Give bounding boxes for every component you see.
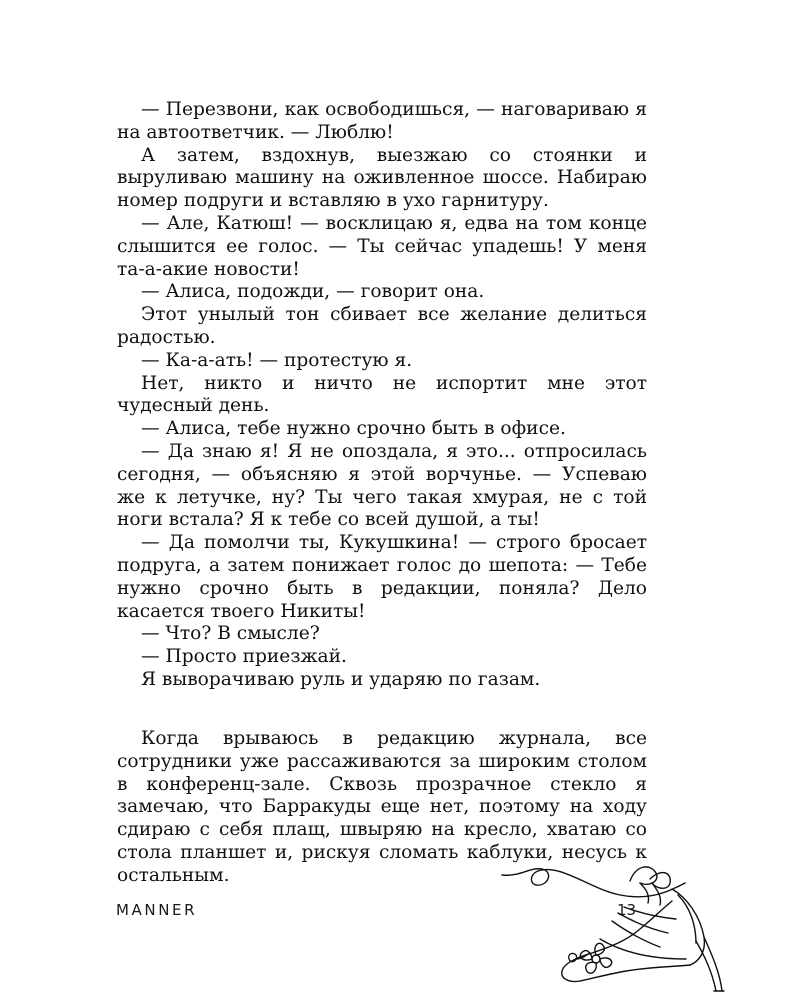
footer-brand: MANNER (116, 901, 198, 919)
paragraph: — Ка-а-ать! — протестую я. (141, 349, 413, 371)
paragraph: Я выворачиваю руль и ударяю по газам. (141, 668, 541, 690)
paragraph: Когда врываюсь в редакцию журнала, все сотрудники уже рассаживаются за широким столом в конференц-зале. Сквозь прозрачное стекло я замечаю, что Барракуды еще нет, поэтому на ходу сдираю с себя плащ, швыряю на кресло, хватаю со стола планшет и, рискуя сломать каблуки, несусь к остальным. (117, 728, 647, 886)
paragraph: — Але, Катюш! — восклицаю я, едва на том конце слышится ее голос. — Ты сейчас упадешь! У меня та-а-акие новости! (117, 212, 647, 280)
paragraph: — Перезвони, как освободишься, — наговариваю я на автоответчик. — Люблю! (117, 99, 647, 143)
paragraph: — Алиса, подожди, — говорит она. (141, 281, 485, 303)
paragraph: — Алиса, тебе нужно срочно быть в офисе. (141, 418, 566, 440)
paragraph: — Да помолчи ты, Кукушкина! — строго бросает подруга, а затем понижает голос до шепота: — Тебе нужно срочно быть в редакции, поняла? Дело касается твоего Никиты! (117, 532, 647, 622)
high-heel-shoe-icon (500, 855, 735, 995)
page-number: 13 (617, 901, 637, 919)
paragraph: Нет, никто и ничто не испортит мне этот чудесный день. (117, 372, 647, 417)
paragraph: — Просто приезжай. (141, 646, 347, 668)
paragraph: — Да знаю я! Я не опоздала, я это... отпросилась сегодня, — объясняю я этой ворчунье. — Успеваю же к летучке, ну? Ты чего такая хмурая, не с той ноги встала? Я к тебе со всей душой, а ты! (117, 440, 647, 531)
paragraph: — Что? В смысле? (141, 623, 320, 645)
text-block-main (117, 99, 647, 692)
paragraph: А затем, вздохнув, выезжаю со стоянки и выруливаю машину на оживленное шоссе. Набираю номер подруги и вставляю в ухо гарнитуру. (117, 144, 647, 212)
paragraph: Этот унылый тон сбивает все желание делиться радостью. (117, 304, 647, 348)
